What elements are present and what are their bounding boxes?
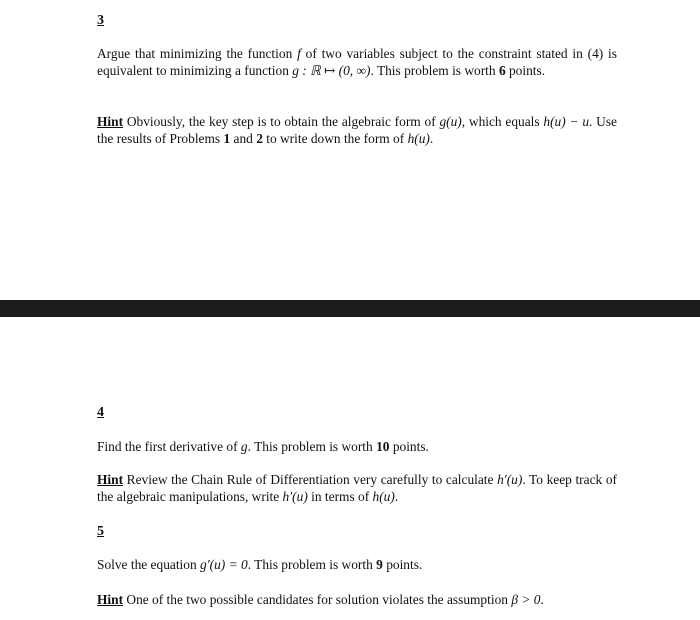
problem-5-number: 5: [97, 524, 104, 539]
top-page: [0, 0, 700, 300]
hint-label: Hint: [97, 592, 124, 607]
problem-3-number: 3: [97, 13, 104, 28]
problem-5-statement: Solve the equation g′(u) = 0. This problem is worth 9 points.: [97, 557, 423, 572]
problem-4-number: 4: [97, 405, 104, 420]
page-divider: [0, 300, 700, 317]
hint-label: Hint: [97, 472, 124, 487]
bottom-page: [0, 317, 700, 620]
problem-5-hint: Hint One of the two possible candidates for solution violates the assumption β > 0.: [97, 592, 544, 607]
problem-3-statement: Argue that minimizing the function f of two variables subject to the constraint stated in (4) is equivalent to minimizing a function g : ℝ ↦ (0, ∞). This problem is worth 6 points.: [97, 46, 617, 78]
problem-3-hint: Hint Obviously, the key step is to obtain the algebraic form of g(u), which equals h(u) − u. Use the results of Problems 1 and 2 to write down the form of h(u).: [97, 114, 617, 146]
hint-label: Hint: [97, 114, 124, 129]
problem-4-hint: Hint Review the Chain Rule of Differentiation very carefully to calculate h′(u). To keep track of the algebraic manipulations, write h′(u) in terms of h(u).: [97, 472, 617, 504]
problem-4-statement: Find the first derivative of g. This problem is worth 10 points.: [97, 439, 429, 454]
